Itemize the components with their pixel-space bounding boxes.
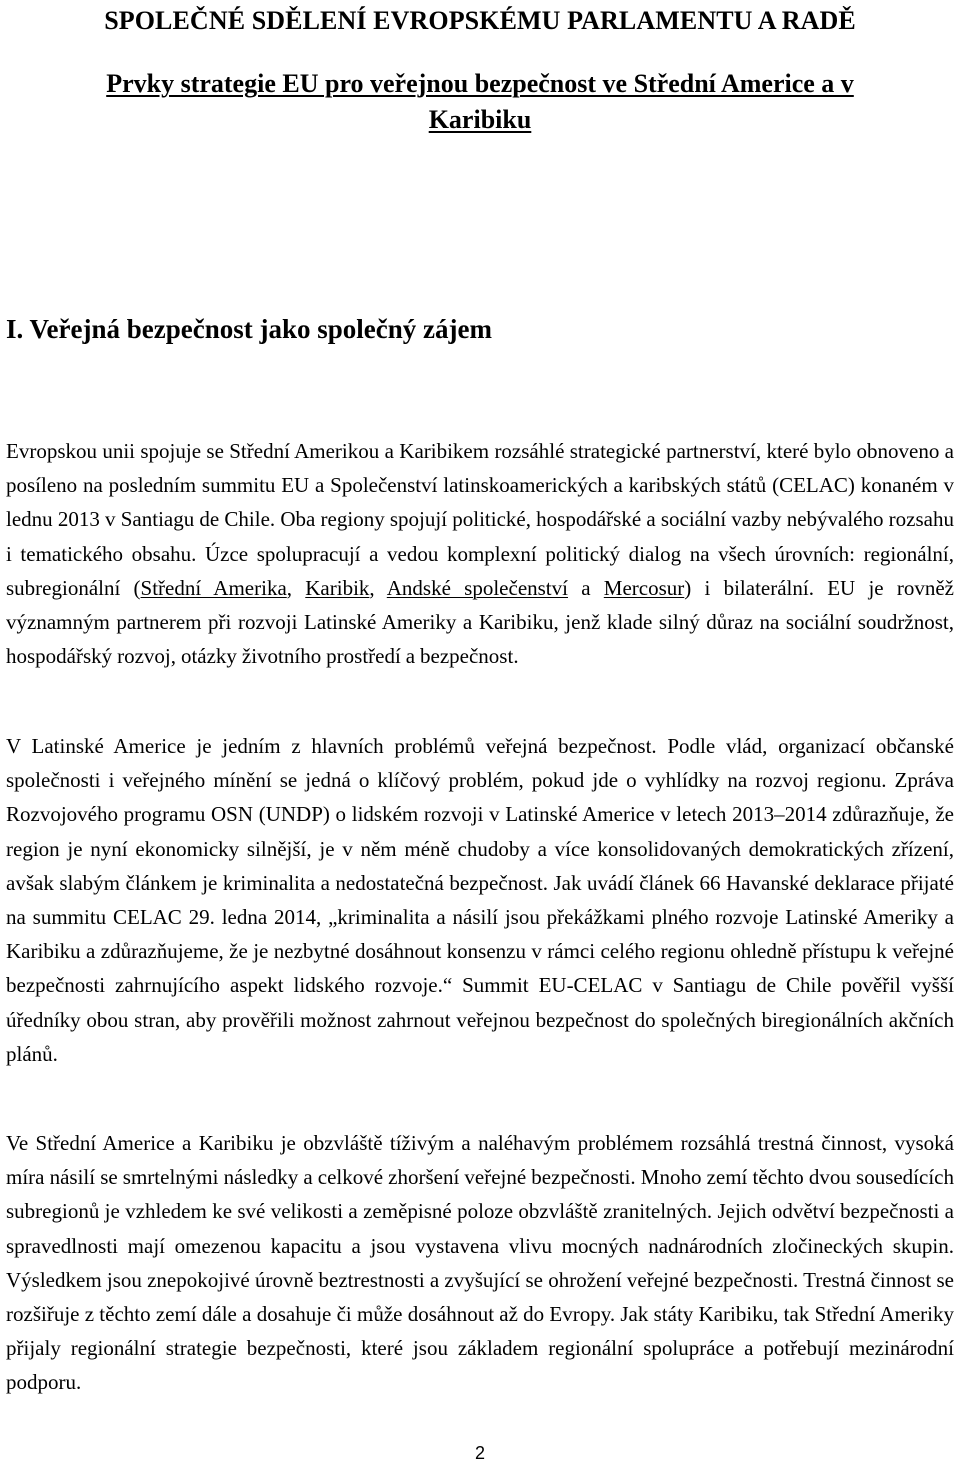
document-subtitle-line-1: Prvky strategie EU pro veřejnou bezpečnost ve Střední Americe a v: [106, 69, 854, 98]
separator: a: [567, 575, 604, 600]
paragraph-public-security-latin-america: V Latinské Americe je jedním z hlavních problémů veřejná bezpečnost. Podle vlád, organizací občanské společnosti i veřejného mínění se jedná o klíčový problém, pokud jde o vyhlídky na rozvoj regionu. Zpráva Rozvojového programu OSN (UNDP) o lidském rozvoji v Latinské Americe v letech 2013–2014 zdůrazňuje, že region je nyní ekonomicky silnější, je v něm méně chudoby a více konsolidovaných demokratických zřízení, avšak slabým článkem je kriminalita a nedostatečná bezpečnost. Jak uvádí článek 66 Havanské deklarace přijaté na summitu CELAC 29. ledna 2014, „kriminalita a násilí jsou překážkami plného rozvoje Latinské Ameriky a Karibiku a zdůrazňujeme, že je nezbytné dosáhnout konsenzu v rámci celého regionu ohledně přístupu k veřejné bezpečnosti zahrnujícího aspekt lidského rozvoje.“ Summit EU-CELAC v Santiagu de Chile pověřil vyšší úředníky obou stran, aby prověřili možnost zahrnout veřejnou bezpečnost do společných biregionálních akčních plánů.: [6, 734, 954, 1066]
paragraph-partnership-intro: Evropskou unii spojuje se Střední Amerikou a Karibikem rozsáhlé strategické partnerství, které bylo obnoveno a posíleno na posledním summitu EU a Společenství latinskoamerických a karibských států (CELAC) konaném v lednu 2013 v Santiagu de Chile. Oba regiony spojují politické, hospodářské a sociální vazby nebývalého rozsahu i tematického obsahu. Úzce spolupracují a vedou komplexní politický dialog na všech úrovních: regionální, subregionální (: [6, 439, 954, 600]
page-number: 2: [474, 1443, 485, 1463]
paragraph-partnership: [6, 434, 954, 673]
document-subtitle-line-2: Karibiku: [428, 105, 532, 134]
separator: ,: [286, 575, 306, 600]
document-subtitle: [6, 66, 954, 138]
term-caribbean: Karibik: [305, 575, 370, 600]
term-andean-community: Andské společenství: [386, 575, 568, 600]
paragraph-partnership-outro: ) i bilaterální. EU je rovněž významným partnerem při rozvoji Latinské Ameriky a Karibiku, jenž klade silný důraz na sociální soudržnost, hospodářský rozvoj, otázky životního prostředí a bezpečnost.: [6, 575, 954, 669]
section-heading: I. Veřejná bezpečnost jako společný zájem: [6, 314, 492, 344]
separator: ,: [369, 575, 387, 600]
document-title: SPOLEČNÉ SDĚLENÍ EVROPSKÉMU PARLAMENTU A RADĚ: [104, 6, 856, 35]
term-mercosur: Mercosur: [603, 575, 685, 600]
term-central-america: Střední Amerika: [140, 575, 287, 600]
paragraph-central-america-caribbean: Ve Střední Americe a Karibiku je obzvláště tíživým a naléhavým problémem rozsáhlá trestná činnost, vysoká míra násilí se smrtelnými následky a celkové zhoršení veřejné bezpečnosti. Mnoho zemí těchto dvou sousedících subregionů je vzhledem ke své velikosti a zeměpisné poloze obzvláště zranitelných. Jejich odvětví bezpečnosti a spravedlnosti mají omezenou kapacitu a jsou vystavena vlivu mocných nadnárodních zločineckých skupin. Výsledkem jsou znepokojivé úrovně beztrestnosti a zvyšující se ohrožení veřejné bezpečnosti. Trestná činnost se rozšiřuje z těchto zemí dále a dosahuje či může dosáhnout až do Evropy. Jak státy Karibiku, tak Střední Ameriky přijaly regionální strategie bezpečnosti, které jsou základem regionální spolupráce a potřebují mezinárodní podporu.: [6, 1131, 954, 1395]
